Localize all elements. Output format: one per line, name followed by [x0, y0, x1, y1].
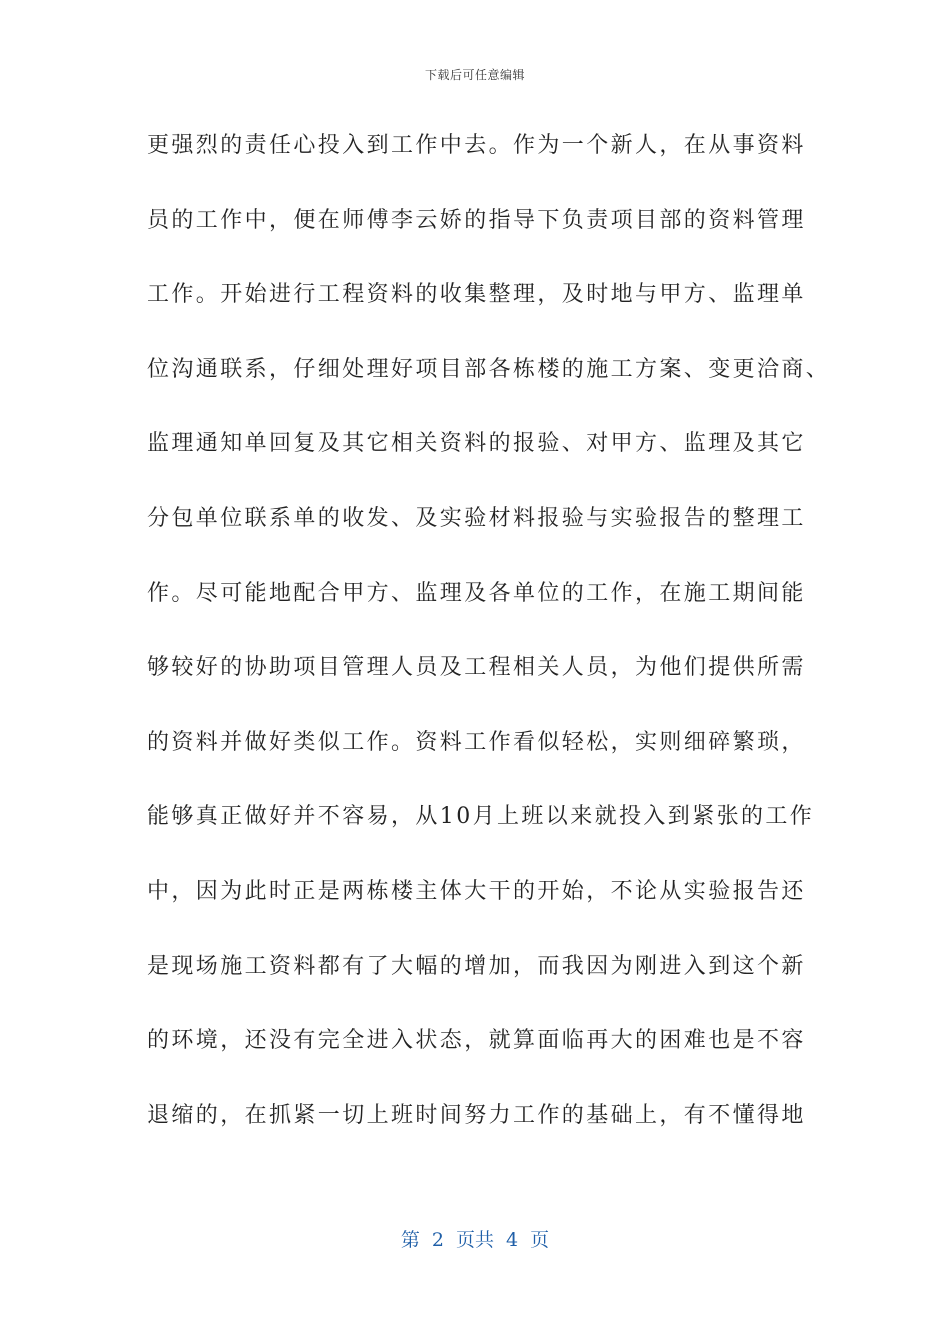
body-line: 的环境，还没有完全进入状态，就算面临再大的困难也是不容: [147, 1028, 806, 1054]
footer-total-pages: 4: [506, 1229, 519, 1251]
body-line: 位沟通联系，仔细处理好项目部各栋楼的施工方案、变更洽商、: [147, 356, 831, 382]
body-line: 分包单位联系单的收发、及实验材料报验与实验报告的整理工: [147, 505, 806, 531]
body-line: 作。尽可能地配合甲方、监理及各单位的工作，在施工期间能: [147, 580, 806, 606]
body-line: 员的工作中，便在师傅李云娇的指导下负责项目部的资料管理: [147, 207, 806, 233]
body-line: 更强烈的责任心投入到工作中去。作为一个新人，在从事资料: [147, 133, 806, 158]
document-body: [147, 124, 831, 1168]
body-line: 能够真正做好并不容易，从10月上班以来就投入到紧张的工作: [147, 804, 815, 830]
body-line: 中，因为此时正是两栋楼主体大干的开始，不论从实验报告还: [147, 878, 806, 904]
footer-suffix: 页: [530, 1229, 550, 1251]
body-line: 监理通知单回复及其它相关资料的报验、对甲方、监理及其它: [147, 431, 806, 457]
footer-middle: 页共: [455, 1229, 494, 1251]
body-line: 的资料并做好类似工作。资料工作看似轻松，实则细碎繁琐，: [147, 729, 806, 755]
body-line: 是现场施工资料都有了大幅的增加，而我因为刚进入到这个新: [147, 953, 806, 979]
body-line: 工作。开始进行工程资料的收集整理，及时地与甲方、监理单: [147, 282, 806, 308]
body-line: 够较好的协助项目管理人员及工程相关人员，为他们提供所需: [147, 655, 806, 681]
page-header-note: 下载后可任意编辑: [424, 68, 525, 82]
footer-prefix: 第: [400, 1229, 420, 1251]
body-line: 退缩的，在抓紧一切上班时间努力工作的基础上，有不懂得地: [147, 1102, 806, 1128]
footer-current-page: 2: [431, 1229, 444, 1251]
page-footer: [0, 1225, 950, 1252]
